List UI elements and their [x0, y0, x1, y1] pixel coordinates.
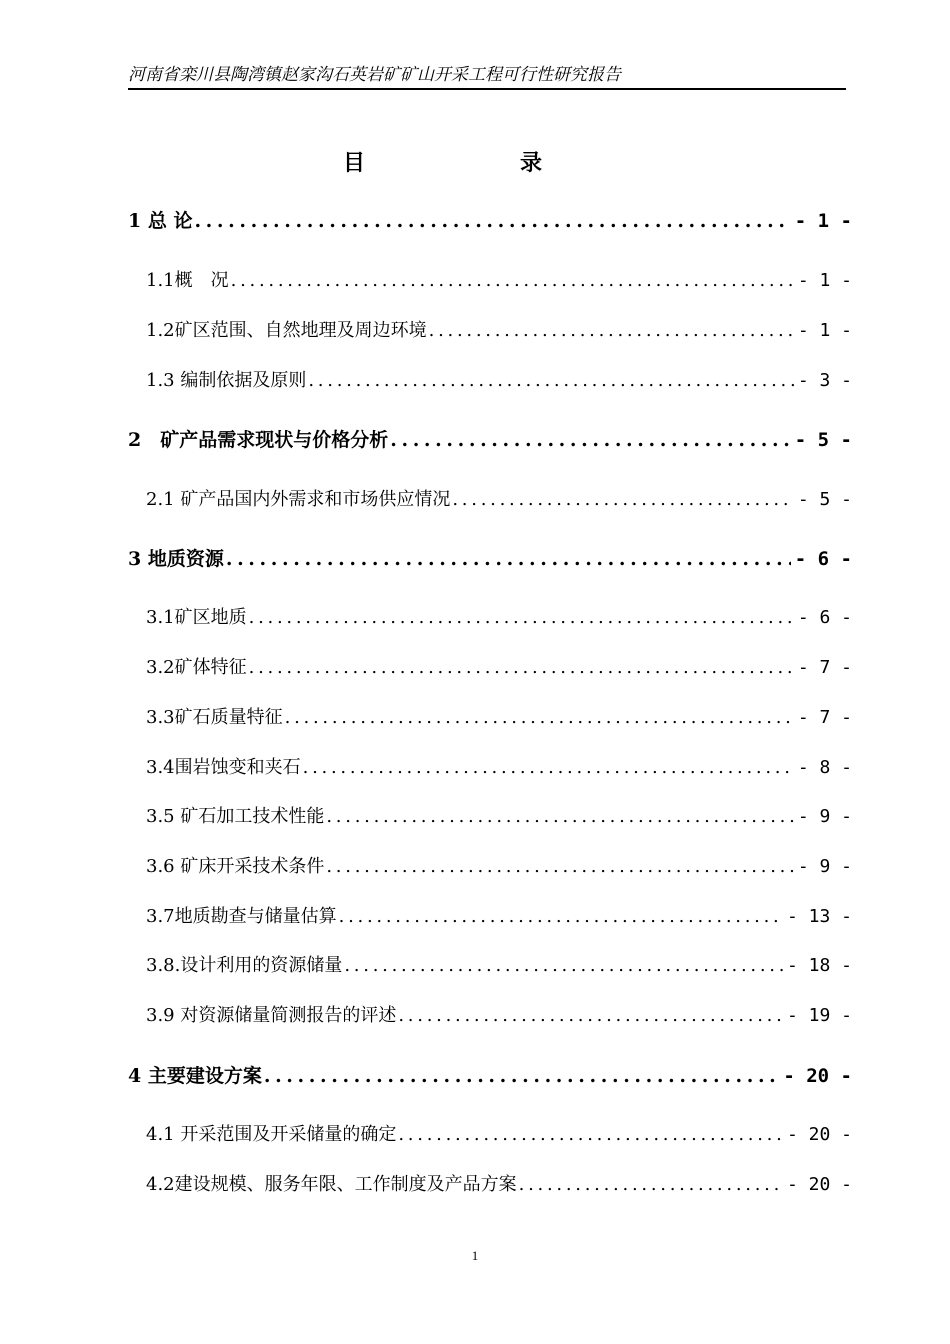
toc-entry-page: - 19 - [786, 1005, 852, 1026]
toc-entry-page: - 9 - [797, 856, 852, 877]
toc-entry-page: - 20 - [783, 1065, 852, 1087]
toc-entry-page: - 1 - [797, 270, 852, 291]
toc-entry-page: - 7 - [797, 707, 852, 728]
toc-leader-dots [231, 270, 794, 291]
toc-entry[interactable] [128, 206, 852, 236]
running-header [128, 60, 846, 90]
toc-entry-page: - 6 - [797, 607, 852, 628]
toc-entry-label: 4.2建设规模、服务年限、工作制度及产品方案 [146, 1174, 517, 1195]
toc-entry-label: 4 主要建设方案 [128, 1065, 262, 1087]
toc-entry[interactable] [128, 544, 852, 574]
toc-entry-page: - 20 - [786, 1124, 852, 1145]
toc-entry[interactable] [146, 366, 852, 396]
toc-entry-label: 1.3 编制依据及原则 [146, 370, 307, 391]
toc-leader-dots [398, 1005, 783, 1026]
toc-entry[interactable] [146, 852, 852, 882]
toc-leader-dots [249, 607, 794, 628]
toc-entry[interactable] [146, 753, 852, 783]
toc-entry-page: - 1 - [794, 210, 852, 232]
toc-entry[interactable] [146, 653, 852, 683]
toc-entry-label: 3.8.设计利用的资源储量 [146, 955, 343, 976]
toc-leader-dots [308, 370, 793, 391]
toc-leader-dots [452, 489, 793, 510]
toc-entry-label: 3 地质资源 [128, 548, 224, 570]
toc-entry-page: - 13 - [786, 906, 852, 927]
toc-entry[interactable] [128, 425, 852, 455]
toc-entry-label: 2 矿产品需求现状与价格分析 [128, 429, 389, 451]
toc-leader-dots [226, 548, 791, 570]
toc-entry-label: 1.2矿区范围、自然地理及周边环境 [146, 320, 427, 341]
toc-entry[interactable] [146, 1120, 852, 1150]
toc-entry-page: - 5 - [794, 429, 852, 451]
toc-title [0, 146, 950, 182]
toc-leader-dots [194, 210, 790, 232]
toc-entry[interactable] [146, 703, 852, 733]
toc-entry[interactable] [146, 1170, 852, 1200]
header-title: 河南省栾川县陶湾镇赵家沟石英岩矿矿山开采工程可行性研究报告 [128, 65, 621, 85]
toc-entry[interactable] [146, 603, 852, 633]
toc-entry-label: 4.1 开采范围及开采储量的确定 [146, 1124, 397, 1145]
toc-entry-page: - 3 - [797, 370, 852, 391]
toc-entry[interactable] [146, 316, 852, 346]
toc-leader-dots [249, 657, 794, 678]
toc-entry-label: 3.5 矿石加工技术性能 [146, 806, 325, 827]
toc-entry-page: - 8 - [797, 757, 852, 778]
toc-entry[interactable] [146, 1001, 852, 1031]
toc-entry-page: - 6 - [794, 548, 852, 570]
toc-entry-page: - 7 - [797, 657, 852, 678]
toc-entry-label: 3.1矿区地质 [146, 607, 247, 628]
toc-entry-label: 3.7地质勘查与储量估算 [146, 906, 337, 927]
toc-entry-page: - 20 - [786, 1174, 852, 1195]
toc-entry[interactable] [146, 266, 852, 296]
toc-entry-label: 3.3矿石质量特征 [146, 707, 283, 728]
toc-leader-dots [339, 906, 783, 927]
toc-entry[interactable] [146, 802, 852, 832]
toc-entry-label: 3.4围岩蚀变和夹石 [146, 757, 301, 778]
toc-entry-label: 3.2矿体特征 [146, 657, 247, 678]
toc-leader-dots [303, 757, 794, 778]
toc-leader-dots [398, 1124, 783, 1145]
toc-leader-dots [519, 1174, 783, 1195]
toc-leader-dots [326, 856, 793, 877]
page-number: 1 [471, 1248, 479, 1263]
toc-leader-dots [429, 320, 794, 341]
toc-entry[interactable] [146, 485, 852, 515]
toc-entry-page: - 9 - [797, 806, 852, 827]
toc-leader-dots [326, 806, 793, 827]
toc-title-right: 录 [520, 150, 543, 176]
toc-entry-label: 3.9 对资源储量简测报告的评述 [146, 1005, 397, 1026]
toc-entry[interactable] [146, 902, 852, 932]
toc-leader-dots [285, 707, 794, 728]
toc-leader-dots [344, 955, 783, 976]
toc-entry-page: - 18 - [786, 955, 852, 976]
toc-leader-dots [264, 1065, 780, 1087]
toc-entry[interactable] [128, 1061, 852, 1091]
toc-entry-label: 1 总 论 [128, 210, 193, 232]
toc-entry-label: 3.6 矿床开采技术条件 [146, 856, 325, 877]
toc-entry-label: 2.1 矿产品国内外需求和市场供应情况 [146, 489, 451, 510]
toc-title-left: 目 [343, 150, 366, 176]
toc-leader-dots [390, 429, 791, 451]
toc-entry-page: - 1 - [797, 320, 852, 341]
toc-entry-page: - 5 - [797, 489, 852, 510]
toc-entry-label: 1.1概 况 [146, 270, 229, 291]
toc-entry[interactable] [146, 951, 852, 981]
